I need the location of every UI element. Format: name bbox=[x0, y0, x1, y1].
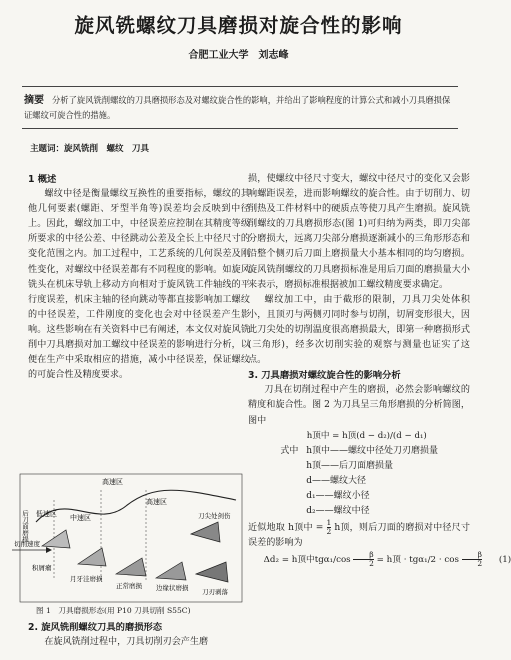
left-column bbox=[28, 172, 250, 383]
approx-fraction: $\frac{1}{2}$ bbox=[326, 518, 332, 537]
def-1-sym: h顶 bbox=[306, 460, 321, 471]
abstract-text: 分析了旋风铣削螺纹的刀具磨损形态及对螺纹旋合性的影响，并给出了影响程度的计算公式和减小刀具磨损保证螺纹可旋合性的措施。 bbox=[24, 95, 451, 120]
label-knife-wear: 刀刃剥落 bbox=[202, 588, 228, 596]
defs-intro: 式中 bbox=[280, 445, 299, 456]
tool-shape-1 bbox=[42, 530, 70, 548]
def-2-desc: ——螺纹大径 bbox=[311, 475, 366, 486]
right-column bbox=[248, 172, 511, 569]
label-bottom-wear: 后刀面磨损 bbox=[21, 510, 29, 543]
abstract-label: 摘要 bbox=[24, 95, 44, 106]
right-paragraph-3: 刀具在切削过程中产生的磨损，必然会影响螺纹的精度和旋合性。图 2 为刀具呈三角形磨损的分析简图，图中 bbox=[248, 385, 470, 426]
tool-shape-4 bbox=[156, 562, 186, 580]
eq1-mid: = h顶 · tgα₁/2 · cos bbox=[376, 555, 459, 566]
tool-shape-6 bbox=[196, 562, 228, 582]
label-crescent-wear: 月牙洼磨损 bbox=[70, 575, 103, 583]
section-1-paragraph: 螺纹中径是衡量螺纹互换性的重要指标，螺纹的其他几何要素(螺距、牙型半角等)误差均会反映到中径上。因此，螺纹加工中，中径误差应控制在其精度等级所要求的中径公差、中径跳动公差及全长上中径尺寸的变化范围之内。加工过程中，工艺系统的几何误差及刚性变化，对螺纹中径误差都有不同程度的影响。如旋风铣头在机床导轨上移动方向相对于旋风铣工件轴线的平行度误差，机床主轴的径向跳动等都直接影响加工螺纹的中径误差，工件刚度的变化也会对中径误差产生影响。这些影响在有关资料中已有阐述，本文仅对旋风铣削中刀具磨损对加工螺纹中径误差的影响进行分析，以便在生产中采取相应的措施，减小中径误差，保证螺纹的可旋合性及精度要求。 bbox=[28, 189, 250, 381]
right-paragraph-1: 损，使螺纹中径尺寸变大，螺纹中径尺寸的变化又会影响螺距误差，进而影响螺纹的旋合性。由于切削力、切削热及工件材料中的硬质点等使刀具产生磨损。旋风铣削螺纹的刀具磨损形态(图 1)可归纳为两类，即刀尖部分磨损大，远离刀尖部分磨损逐渐减小的三角形形态和沿整个侧刃后刀面上磨损量大小基本相同的均匀磨损。旋风铣削螺纹的刀具磨损标准是用后刀面的磨损量大小来表示，磨损标准根据被加工螺纹精度要求确定。 bbox=[248, 174, 470, 290]
eq1-frac-a: $\frac{\beta}{2}$ bbox=[353, 551, 373, 568]
eq1-frac-b: $\frac{\beta}{2}$ bbox=[462, 551, 482, 568]
abstract-bottom-rule bbox=[22, 128, 458, 129]
section-2 bbox=[28, 620, 250, 650]
tool-shape-3 bbox=[116, 558, 146, 576]
def-3-sym: d₁ bbox=[306, 490, 316, 501]
section-2-paragraph: 在旋风铣削过程中，刀具切削刃会产生磨 bbox=[44, 637, 209, 647]
section-3-heading: 3. 刀具磨损对螺纹旋合性的影响分析 bbox=[248, 370, 401, 382]
paper-title: 旋风铣螺纹刀具磨损对旋合性的影响 bbox=[74, 14, 403, 37]
def-3-desc: ——螺纹小径 bbox=[315, 490, 370, 501]
def-0-desc: ——螺纹中径处刀刃磨损量 bbox=[329, 445, 438, 456]
def-4-desc: ——螺纹中径 bbox=[315, 506, 370, 517]
approx-post: h顶，则后刀面的磨损对中径尺寸误差的影响为 bbox=[248, 523, 470, 549]
abstract bbox=[24, 93, 456, 122]
label-high-speed: 高速区 bbox=[146, 498, 167, 506]
approx-pre: 近似地取 h顶中 = bbox=[248, 523, 324, 534]
right-paragraph-2: 螺纹加工中，由于截形的限制，刀具刀尖处体积小，且顶刃与两侧刃同时参与切削，切屑变形很大，因此刀尖处的切削温度很高磨损最大，即第一种磨损形式(三角形)，经多次切削实验的观察与测量也证实了这点。 bbox=[248, 294, 470, 366]
equation-1 bbox=[248, 550, 511, 569]
tool-shape-2 bbox=[78, 548, 106, 566]
section-1-heading: 1 概述 bbox=[28, 174, 57, 185]
abstract-top-rule bbox=[22, 86, 458, 87]
speed-arrow-head bbox=[46, 547, 52, 553]
def-4-sym: d₂ bbox=[306, 506, 316, 517]
keywords: 主题词：旋风铣削 螺纹 刀具 bbox=[30, 144, 150, 154]
section-2-heading: 2. 旋风铣削螺纹刀具的磨损形态 bbox=[28, 622, 163, 633]
label-low-speed: 低速区 bbox=[36, 510, 57, 518]
label-normal-wear: 正常磨损 bbox=[116, 582, 142, 590]
def-1-desc: ——后刀面磨损量 bbox=[320, 460, 393, 471]
eq1-number: (1) bbox=[498, 555, 511, 566]
label-tip-wear: 刀尖处剑伤 bbox=[198, 512, 231, 520]
tool-shape-5 bbox=[191, 522, 220, 542]
def-2-sym: d bbox=[306, 475, 312, 486]
author-line: 合肥工业大学 刘志峰 bbox=[188, 50, 289, 61]
approx-line bbox=[248, 519, 470, 551]
label-boundary-wear: 边缘状磨损 bbox=[156, 584, 189, 592]
def-0-sym: h顶中 bbox=[306, 445, 330, 456]
label-mid-speed: 中速区 bbox=[70, 514, 91, 522]
label-ditch: 积屑瘤 bbox=[32, 564, 52, 572]
tool-wear-figure bbox=[6, 470, 250, 610]
figure-1-caption: 图 1 刀具磨损形态(用 P10 刀具切削 S55C) bbox=[36, 606, 191, 615]
label-high-speed-top: 高速区 bbox=[102, 478, 123, 486]
label-cut-speed: 切削速度 bbox=[14, 540, 40, 548]
formula-1: h顶中 = h顶(d − d₂)/(d − d₁) bbox=[306, 430, 427, 441]
eq1-lhs: Δd₂ = h顶中tgα₁/cos bbox=[263, 555, 351, 566]
